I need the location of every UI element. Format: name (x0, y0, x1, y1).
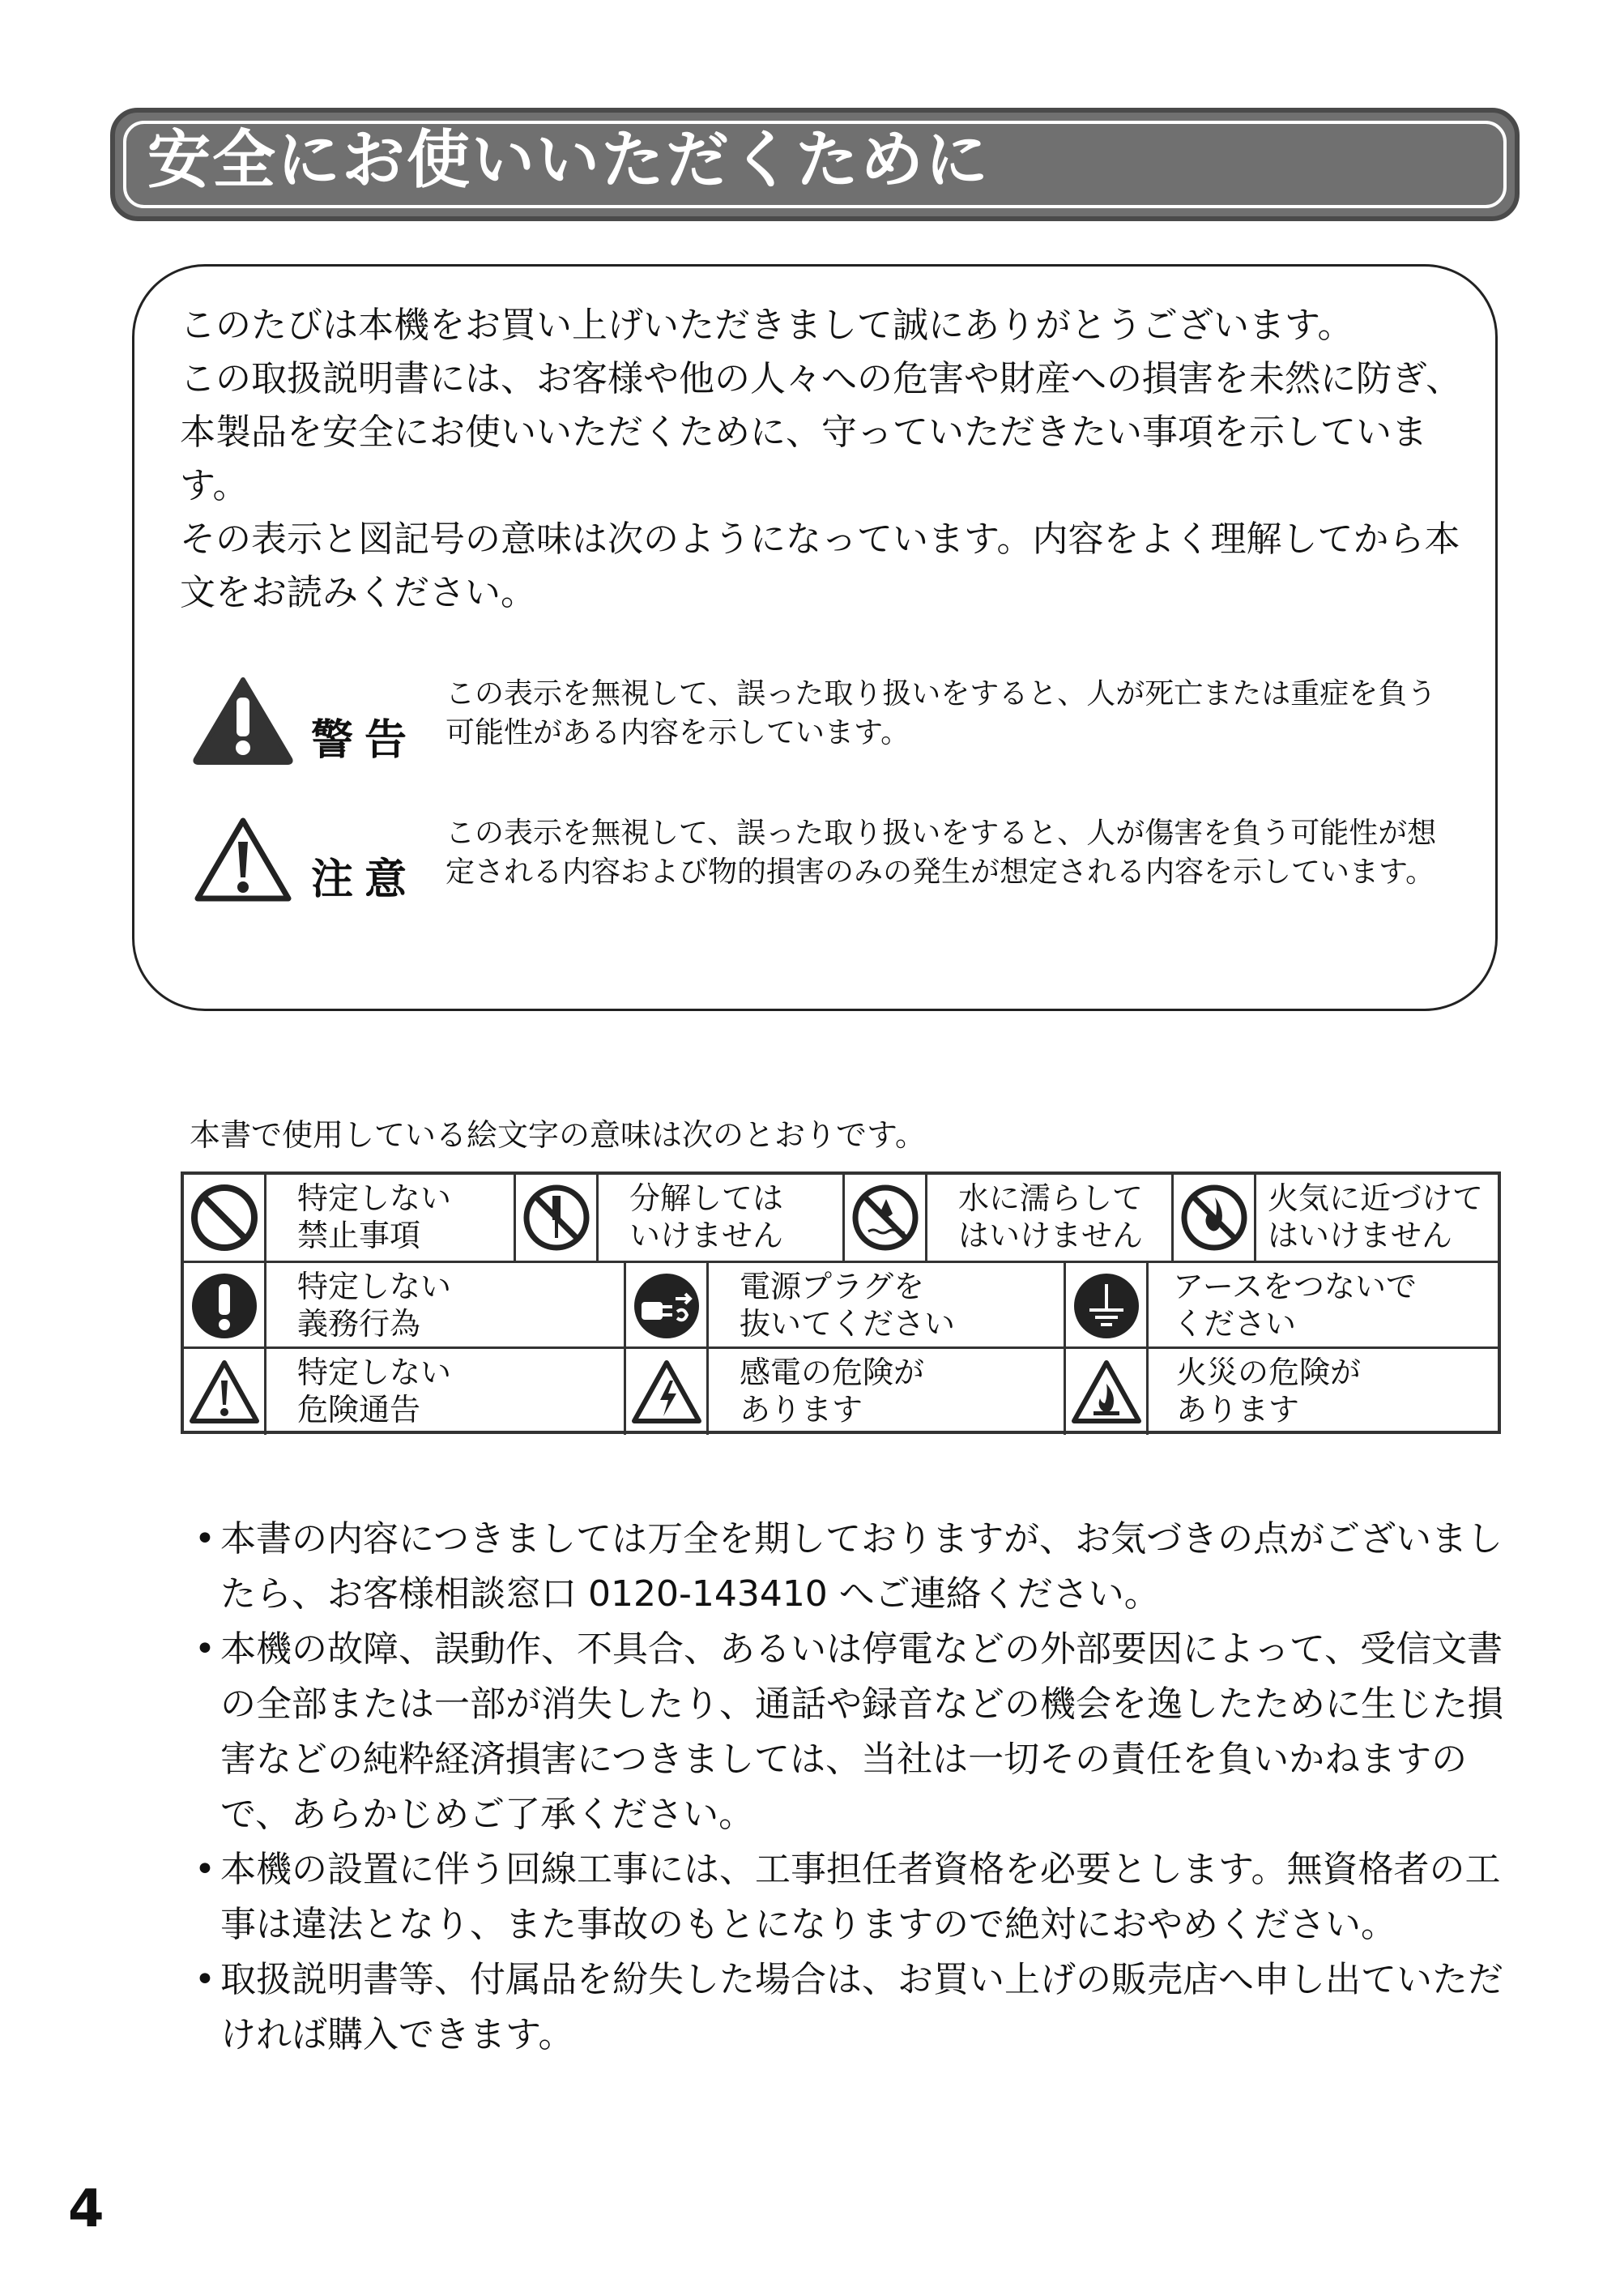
pictogram-cell (184, 1175, 514, 1261)
pictogram-label: 特定しない 禁止事項 (297, 1180, 452, 1253)
notes-list (194, 1512, 1523, 2063)
pictogram-cell (184, 1263, 624, 1349)
bullet: • (194, 1628, 215, 1670)
pictogram-cell (184, 1349, 624, 1435)
pictogram-cell (1171, 1175, 1500, 1261)
pictogram-label: 特定しない 危険通告 (297, 1355, 452, 1428)
unplug-icon (630, 1270, 703, 1342)
pictogram-cell (1064, 1349, 1500, 1435)
intro-box (132, 264, 1498, 1011)
pictogram-caption: 本書で使用している絵文字の意味は次のとおりです。 (190, 1117, 926, 1153)
electric-shock-icon (629, 1358, 704, 1426)
page-title: 安全にお使いいただくために (147, 124, 991, 197)
pictogram-label: 火気に近づけて はいけません (1268, 1180, 1484, 1253)
pictogram-row (184, 1346, 1498, 1435)
pictogram-table (181, 1171, 1501, 1434)
list-item (194, 1842, 1523, 1952)
pictogram-label: 特定しない 義務行為 (297, 1269, 452, 1342)
note-text: 本書の内容につきましては万全を期しておりますが、お気づきの点がございましたら、お客様相談窓口 0120-143410 へご連絡ください。 (220, 1518, 1503, 1615)
pictogram-label: 水に濡らして はいけません (958, 1180, 1144, 1253)
note-text: 本機の故障、誤動作、不具合、あるいは停電などの外部要因によって、受信文書の全部または一部が消失したり、通話や録音などの機会を逸したために生じた損害などの純粋経済損害につきましては、当社は一切その責任を負いかねますので、あらかじめご了承ください。 (220, 1628, 1503, 1835)
caution-label: 注意 (311, 856, 419, 904)
intro-paragraph: この取扱説明書には、お客様や他の人々への危害や財産への損害を未然に防ぎ、本製品を安全にお使いいただくために、守っていただきたい事項を示しています。 (180, 358, 1462, 506)
pictogram-cell (1064, 1263, 1500, 1349)
pictogram-label: 感電の危険が あります (740, 1355, 925, 1428)
caution-triangle-outline-icon (191, 814, 295, 905)
pictogram-cell (624, 1263, 1066, 1349)
list-item (194, 1622, 1523, 1842)
intro-paragraph: その表示と図記号の意味は次のようになっています。内容をよく理解してから本文をお読みください。 (180, 519, 1460, 613)
page-number: 4 (68, 2179, 104, 2239)
warning-row (191, 675, 1450, 766)
caution-description: この表示を無視して、誤った取り扱いをすると、人が傷害を負う可能性が想定される内容および物的損害のみの発生が想定される内容を示しています。 (446, 817, 1437, 889)
pictogram-label: アースをつないで ください (1173, 1269, 1417, 1342)
pictogram-cell (514, 1175, 845, 1261)
pictogram-label: 火災の危険が あります (1176, 1355, 1362, 1428)
danger-icon (187, 1358, 262, 1426)
warning-triangle-filled-icon (191, 675, 295, 766)
note-text: 本機の設置に伴う回線工事には、工事担任者資格を必要とします。無資格者の工事は違法となり、また事故のもとになりますので絶対におやめください。 (220, 1849, 1501, 1945)
title-banner (110, 108, 1520, 221)
pictogram-row (184, 1175, 1498, 1261)
ground-icon (1070, 1270, 1143, 1342)
intro-text (180, 299, 1468, 620)
prohibition-icon (188, 1181, 261, 1254)
pictogram-cell (624, 1349, 1066, 1435)
bullet: • (194, 1849, 215, 1890)
pictogram-label: 電源プラグを 抜いてください (740, 1269, 956, 1342)
bullet: • (194, 1959, 215, 2000)
mandatory-icon (188, 1270, 261, 1342)
no-wet-icon (849, 1181, 922, 1254)
intro-paragraph: このたびは本機をお買い上げいただきまして誠にありがとうございます。 (180, 305, 1354, 346)
note-text: 取扱説明書等、付属品を紛失した場合は、お買い上げの販売店へ申し出ていただければ購入できます。 (220, 1959, 1503, 2055)
warning-label: 警告 (311, 716, 419, 765)
no-disassembly-icon (520, 1181, 593, 1254)
fire-hazard-icon (1069, 1358, 1144, 1426)
no-fire-icon (1178, 1181, 1251, 1254)
list-item (194, 1512, 1523, 1622)
bullet: • (194, 1518, 215, 1560)
caution-row (191, 814, 1450, 906)
pictogram-cell (842, 1175, 1174, 1261)
list-item (194, 1952, 1523, 2063)
pictogram-row (184, 1261, 1498, 1349)
warning-description: この表示を無視して、誤った取り扱いをすると、人が死亡または重症を負う可能性がある内容を示しています。 (446, 677, 1437, 749)
pictogram-label: 分解しては いけません (629, 1180, 784, 1253)
